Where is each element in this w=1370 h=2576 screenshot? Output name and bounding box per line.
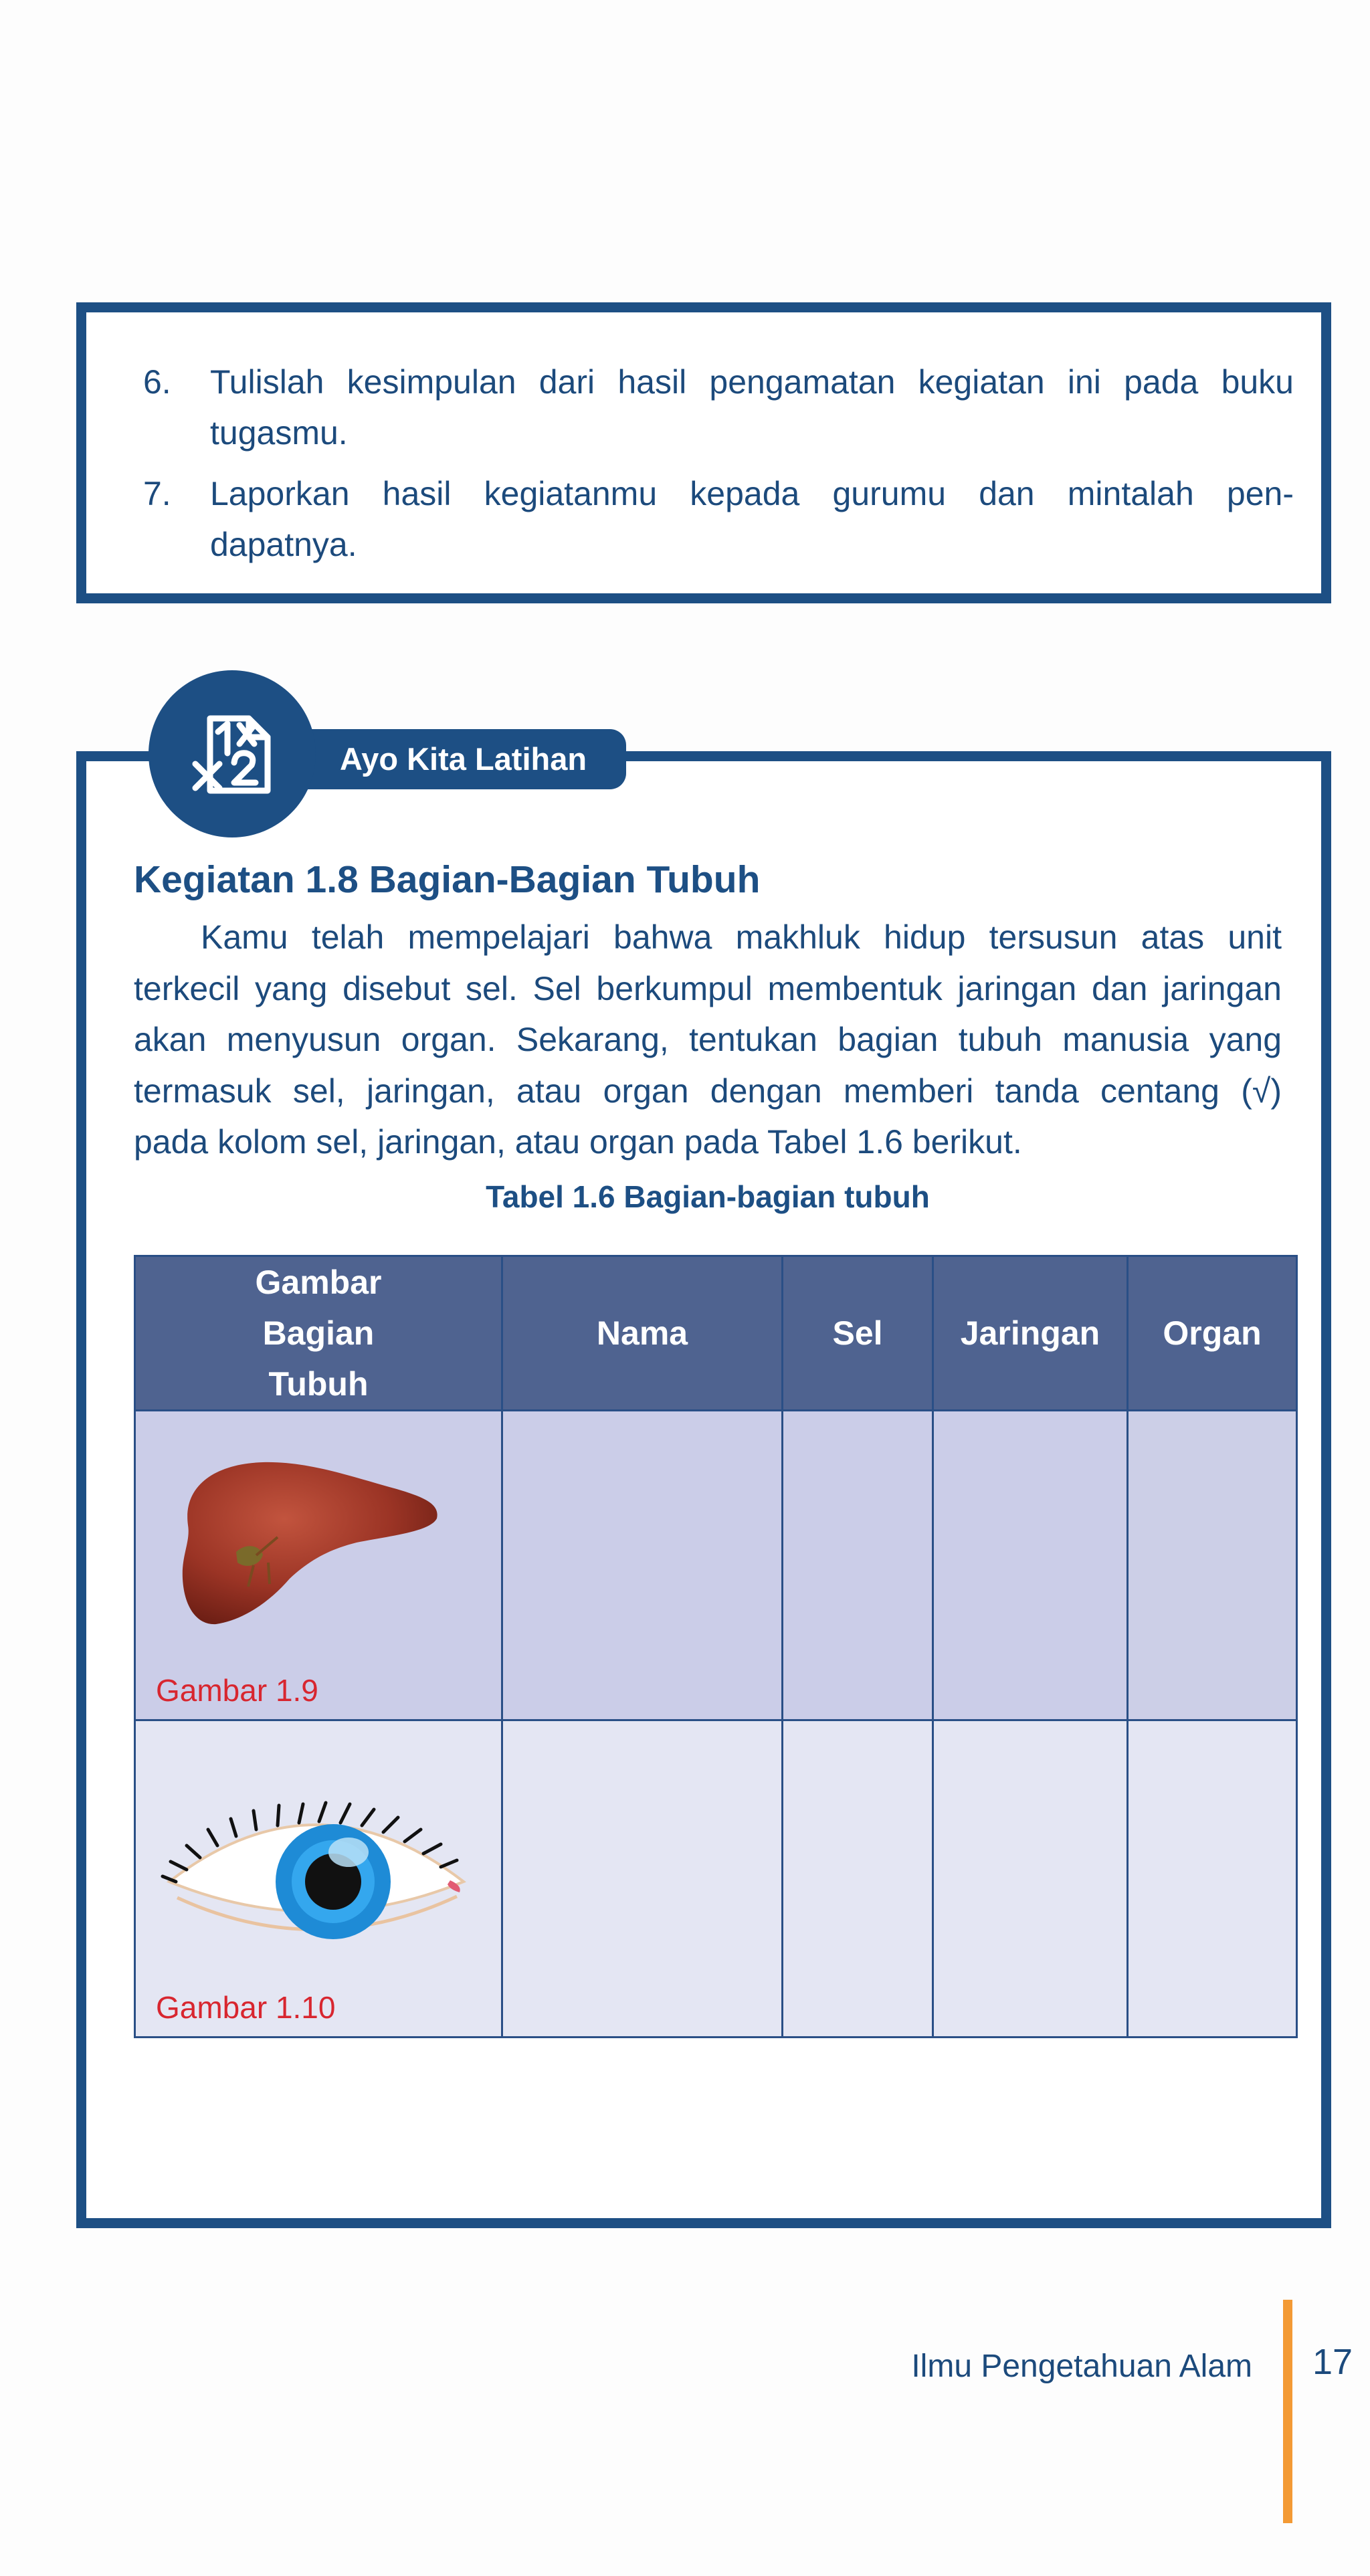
step-number: 6. — [143, 363, 171, 401]
step-text-line: dapatnya. — [210, 526, 357, 563]
step-text-line: tugasmu. — [210, 414, 348, 452]
footer-divider — [1283, 2300, 1292, 2523]
nama-cell[interactable] — [502, 1411, 783, 1720]
header-jaringan: Jaringan — [933, 1256, 1128, 1411]
figure-label: Gambar 1.10 — [156, 1990, 336, 2025]
header-gambar: Gambar Bagian Tubuh — [135, 1256, 502, 1411]
organ-cell[interactable] — [1128, 1720, 1297, 2038]
section-badge-label: Ayo Kita Latihan — [340, 741, 587, 777]
footer-subject: Ilmu Pengetahuan Alam — [911, 2349, 1252, 2384]
table-row — [135, 1720, 1297, 2038]
instructions-box — [76, 302, 1331, 603]
activity-title: Kegiatan 1.8 Bagian-Bagian Tubuh — [134, 858, 761, 901]
nama-cell[interactable] — [502, 1720, 783, 2038]
table-caption: Tabel 1.6 Bagian-bagian tubuh — [486, 1179, 930, 1214]
sel-cell[interactable] — [783, 1720, 933, 2038]
jaringan-cell[interactable] — [933, 1411, 1128, 1720]
paragraph-line: akan menyusun organ. Sekarang, tentukan bagian tubuh manusia yang — [134, 1021, 1282, 1058]
paragraph-line: terkecil yang disebut sel. Sel berkumpul membentuk jaringan dan jaringan — [134, 969, 1282, 1007]
figure-label: Gambar 1.9 — [156, 1673, 318, 1708]
page-number: 17 — [1312, 2342, 1353, 2382]
math-worksheet-icon — [149, 670, 316, 837]
header-nama: Nama — [502, 1256, 783, 1411]
paragraph-line: Kamu telah mempelajari bahwa makhluk hidup tersusun atas unit — [201, 918, 1282, 956]
paragraph-line: termasuk sel, jaringan, atau organ dengan memberi tanda centang (√) — [134, 1072, 1282, 1110]
body-parts-table — [134, 1255, 1298, 2038]
image-cell — [135, 1411, 502, 1720]
image-cell — [135, 1720, 502, 2038]
sel-cell[interactable] — [783, 1411, 933, 1720]
activity-paragraph — [134, 912, 1282, 1168]
jaringan-cell[interactable] — [933, 1720, 1128, 2038]
step-text-line: Tulislah kesimpulan dari hasil pengamatan kegiatan ini pada buku — [210, 363, 1294, 401]
section-badge — [294, 729, 626, 789]
step-text-line: Laporkan hasil kegiatanmu kepada gurumu dan mintalah pen- — [210, 475, 1294, 512]
paragraph-line: pada kolom sel, jaringan, atau organ pada Tabel 1.6 berikut. — [134, 1123, 1022, 1161]
header-organ: Organ — [1128, 1256, 1297, 1411]
table-header-row — [135, 1256, 1297, 1411]
organ-cell[interactable] — [1128, 1411, 1297, 1720]
step-number: 7. — [143, 475, 171, 512]
header-sel: Sel — [783, 1256, 933, 1411]
table-row — [135, 1411, 1297, 1720]
